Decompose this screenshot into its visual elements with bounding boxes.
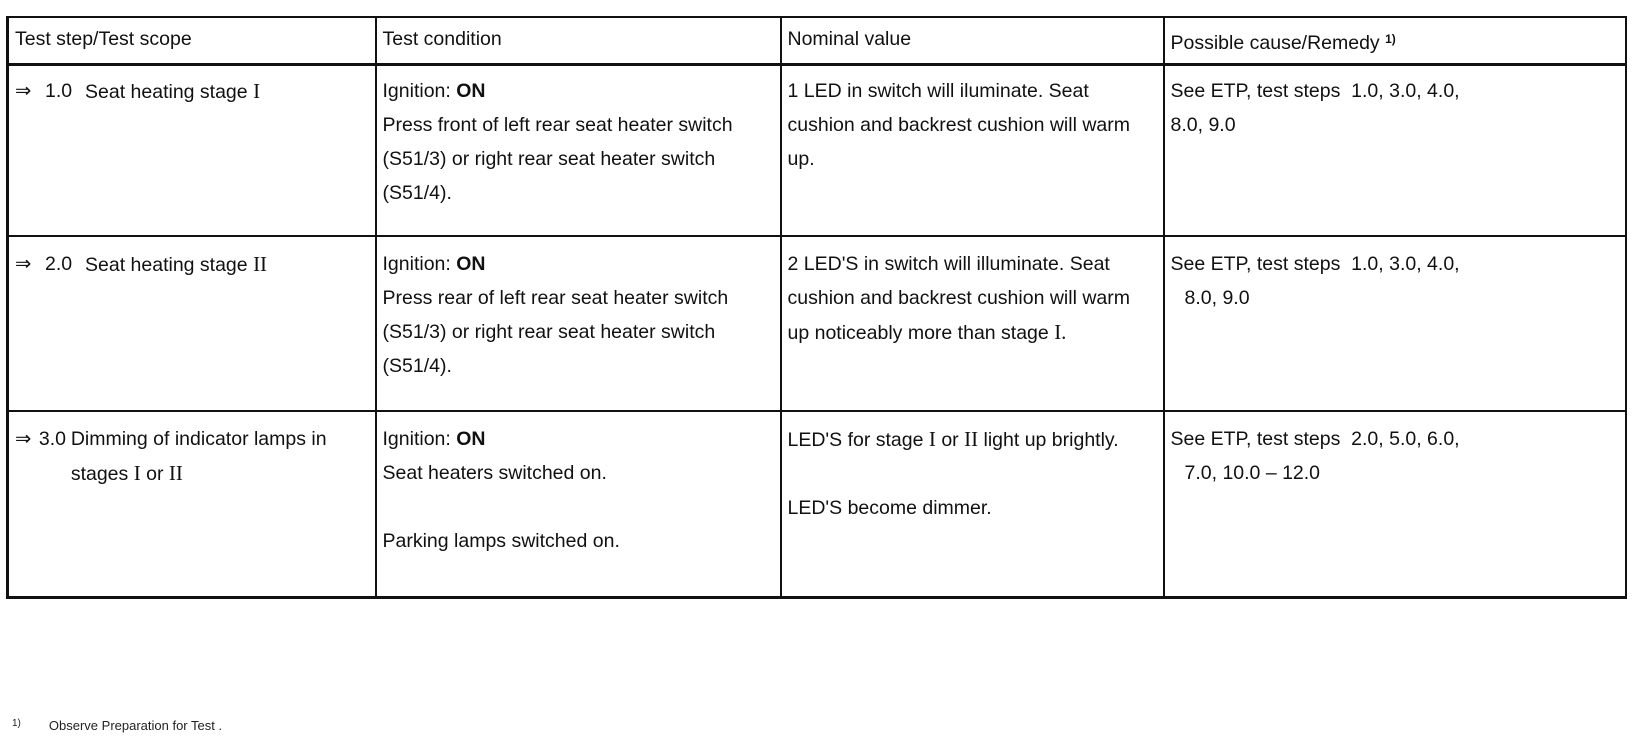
step-number: 2.0 xyxy=(45,253,73,275)
header-nominal-value: Nominal value xyxy=(781,17,1164,65)
cause-steps-continued: 8.0, 9.0 xyxy=(1170,114,1236,136)
test-procedure-table xyxy=(6,16,1627,599)
footnote-text: Observe Preparation for Test . xyxy=(48,718,223,733)
nominal-text: 2 LED'S in switch will illuminate. Seat cushion and backrest cushion will warm up noticeably more than stage I. xyxy=(787,253,1130,344)
cell-test-step xyxy=(8,411,376,598)
step-label: Seat heating stage II xyxy=(85,252,268,276)
footnote-mark: 1) xyxy=(12,718,21,729)
condition-text: Press rear of left rear seat heater switch (S51/3) or right rear seat heater switch (S51/4). xyxy=(382,287,729,377)
step-label: Seat heating stage I xyxy=(85,79,261,103)
condition-text: Press front of left rear seat heater switch (S51/3) or right rear seat heater switch (S51/4). xyxy=(382,114,733,204)
table-row xyxy=(8,65,1626,237)
step-number: 3.0 xyxy=(38,428,67,450)
cell-test-condition xyxy=(376,65,781,237)
condition-text-parking: Parking lamps switched on. xyxy=(382,530,620,552)
cause-steps-continued: 7.0, 10.0 – 12.0 xyxy=(1184,462,1321,484)
table-row xyxy=(8,236,1626,411)
step-number: 1.0 xyxy=(45,80,73,102)
arrow-icon: ⇒ xyxy=(15,428,32,450)
header-test-condition: Test condition xyxy=(376,17,781,65)
arrow-icon: ⇒ xyxy=(15,80,32,102)
condition-ignition: Ignition: ON xyxy=(382,253,486,275)
cause-text: See ETP, test steps 1.0, 3.0, 4.0, xyxy=(1170,253,1460,275)
arrow-icon: ⇒ xyxy=(15,253,32,275)
cell-test-condition xyxy=(376,411,781,598)
footnote-reference: 1) xyxy=(1385,32,1396,46)
nominal-text: 1 LED in switch will iluminate. Seat cushion and backrest cushion will warm up. xyxy=(787,80,1130,170)
condition-text: Seat heaters switched on. xyxy=(382,462,607,484)
cell-possible-cause xyxy=(1164,411,1626,598)
header-test-step: Test step/Test scope xyxy=(8,17,376,65)
cell-test-step xyxy=(8,65,376,237)
condition-ignition: Ignition: ON xyxy=(382,428,486,450)
cell-nominal-value xyxy=(781,65,1164,237)
header-possible-cause-label: Possible cause/Remedy xyxy=(1170,32,1380,54)
footnote xyxy=(12,718,222,733)
table-header-row xyxy=(8,17,1626,65)
step-label: Dimming of indicator lamps in stages I or II xyxy=(70,428,327,485)
table-row xyxy=(8,411,1626,598)
cause-steps-continued: 8.0, 9.0 xyxy=(1184,287,1250,309)
cell-nominal-value xyxy=(781,411,1164,598)
cell-nominal-value xyxy=(781,236,1164,411)
cell-test-step xyxy=(8,236,376,411)
header-possible-cause xyxy=(1164,17,1626,65)
condition-ignition: Ignition: ON xyxy=(382,80,486,102)
cell-test-condition xyxy=(376,236,781,411)
nominal-text: LED'S for stage I or II light up brightly. xyxy=(787,427,1119,451)
cell-possible-cause xyxy=(1164,236,1626,411)
cause-text: See ETP, test steps 1.0, 3.0, 4.0, xyxy=(1170,80,1460,102)
cell-possible-cause xyxy=(1164,65,1626,237)
cause-text: See ETP, test steps 2.0, 5.0, 6.0, xyxy=(1170,428,1460,450)
nominal-text-dimmer: LED'S become dimmer. xyxy=(787,497,992,519)
